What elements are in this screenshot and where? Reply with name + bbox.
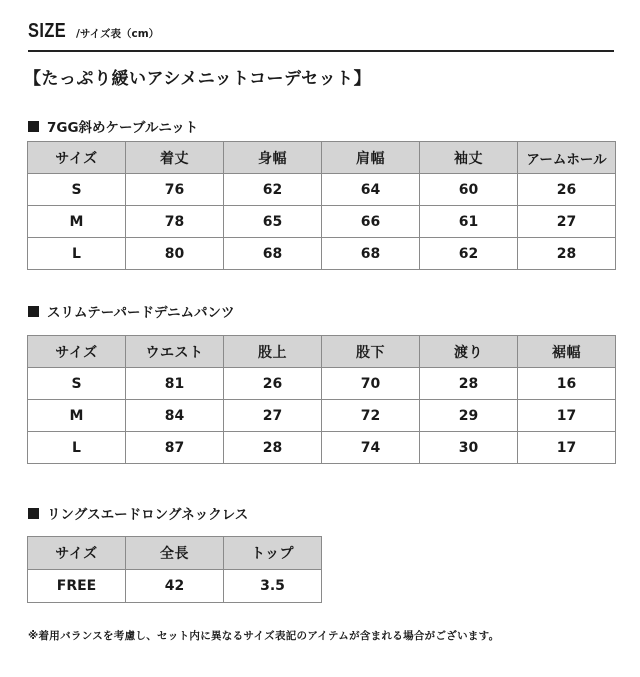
section-title-label: スリムテーパードデニムパンツ: [47, 305, 235, 321]
header-cell: ウエスト: [126, 336, 224, 368]
table-cell: FREE: [28, 570, 126, 603]
table-row: [28, 238, 616, 270]
table-cell: 80: [126, 238, 224, 270]
table-cell: 60: [420, 174, 518, 206]
table-cell: 64: [322, 174, 420, 206]
table-cell: 87: [126, 432, 224, 464]
table-cell: 26: [518, 174, 616, 206]
table-cell: 27: [518, 206, 616, 238]
table-row: [28, 206, 616, 238]
square-bullet-icon: [28, 306, 39, 317]
size-table-necklace: [27, 536, 322, 603]
header-cell: サイズ: [28, 537, 126, 570]
table-cell: 17: [518, 432, 616, 464]
section-title-label: 7GG斜めケーブルニット: [47, 120, 199, 136]
section-title-label: リングスエードロングネックレス: [47, 507, 249, 523]
header-cell: 渡り: [420, 336, 518, 368]
table-cell: 66: [322, 206, 420, 238]
table-cell: S: [28, 368, 126, 400]
size-heading: SIZE: [28, 20, 67, 42]
table-row: [28, 432, 616, 464]
set-title: 【たっぷり緩いアシメニットコーデセット】: [24, 69, 372, 89]
table-row: [28, 400, 616, 432]
header-cell: 裾幅: [518, 336, 616, 368]
table-cell: M: [28, 400, 126, 432]
table-cell: 62: [224, 174, 322, 206]
table-cell: 26: [224, 368, 322, 400]
table-cell: 29: [420, 400, 518, 432]
table-cell: 65: [224, 206, 322, 238]
section-title-knit: [28, 116, 198, 136]
section-title-necklace: [28, 503, 248, 523]
table-cell: 76: [126, 174, 224, 206]
header-cell: 股下: [322, 336, 420, 368]
size-subheading: /サイズ表（cm）: [76, 28, 160, 40]
table-cell: 74: [322, 432, 420, 464]
table-row: [28, 570, 322, 603]
table-cell: L: [28, 432, 126, 464]
table-row: [28, 174, 616, 206]
table-cell: 61: [420, 206, 518, 238]
table-cell: 68: [322, 238, 420, 270]
header-cell: 股上: [224, 336, 322, 368]
table-cell: 72: [322, 400, 420, 432]
table-cell: 16: [518, 368, 616, 400]
table-cell: 68: [224, 238, 322, 270]
table-cell: 42: [126, 570, 224, 603]
header-cell: サイズ: [28, 336, 126, 368]
square-bullet-icon: [28, 508, 39, 519]
table-cell: 27: [224, 400, 322, 432]
table-row: [28, 368, 616, 400]
table-cell: 17: [518, 400, 616, 432]
table-header-row: [28, 336, 616, 368]
table-header-row: [28, 537, 322, 570]
table-cell: 28: [518, 238, 616, 270]
size-table-knit: [27, 141, 616, 270]
header-cell: 肩幅: [322, 142, 420, 174]
size-header: [28, 20, 614, 52]
table-cell: 3.5: [224, 570, 322, 603]
header-cell: 全長: [126, 537, 224, 570]
table-cell: 81: [126, 368, 224, 400]
table-cell: 84: [126, 400, 224, 432]
header-cell: 袖丈: [420, 142, 518, 174]
table-cell: 70: [322, 368, 420, 400]
header-cell: 着丈: [126, 142, 224, 174]
table-cell: M: [28, 206, 126, 238]
header-cell: トップ: [224, 537, 322, 570]
table-cell: 62: [420, 238, 518, 270]
table-header-row: [28, 142, 616, 174]
table-cell: L: [28, 238, 126, 270]
table-cell: 78: [126, 206, 224, 238]
table-cell: 28: [224, 432, 322, 464]
section-title-pants: [28, 301, 235, 321]
square-bullet-icon: [28, 121, 39, 132]
header-cell: サイズ: [28, 142, 126, 174]
size-table-pants: [27, 335, 616, 464]
header-cell: 身幅: [224, 142, 322, 174]
table-cell: S: [28, 174, 126, 206]
header-cell: アームホール: [518, 142, 616, 174]
footnote: ※着用バランスを考慮し、セット内に異なるサイズ表記のアイテムが含まれる場合がございます。: [28, 630, 500, 642]
table-cell: 30: [420, 432, 518, 464]
table-cell: 28: [420, 368, 518, 400]
